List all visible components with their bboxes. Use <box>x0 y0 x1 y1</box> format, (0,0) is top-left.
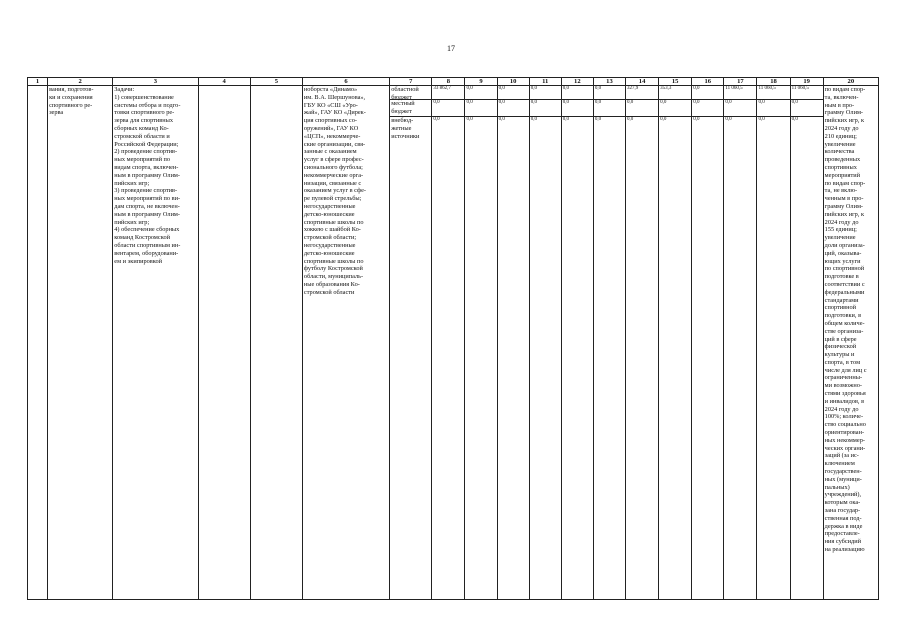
value-local: 0,0 <box>594 100 625 117</box>
column-header: 8 <box>432 78 465 86</box>
cell-value-col12 <box>561 86 593 600</box>
column-header: 2 <box>48 78 113 86</box>
column-header: 12 <box>561 78 593 86</box>
value-regional: 0,0 <box>530 86 561 100</box>
value-local: 0,0 <box>626 100 658 117</box>
value-local: 0,0 <box>562 100 593 117</box>
value-local: 0,0 <box>791 100 823 117</box>
column-header: 5 <box>250 78 302 86</box>
column-header: 15 <box>659 78 692 86</box>
cell-value-col19 <box>790 86 823 600</box>
cell-col1 <box>28 86 48 600</box>
column-number-row <box>28 78 879 86</box>
column-header: 19 <box>790 78 823 86</box>
value-local: 0,0 <box>724 100 756 117</box>
cell-value-col17 <box>724 86 757 600</box>
value-regional: 0,0 <box>594 86 625 100</box>
value-regional: 353,3 <box>659 86 691 100</box>
column-header: 1 <box>28 78 48 86</box>
value-local: 0,0 <box>757 100 789 117</box>
column-header: 16 <box>692 78 724 86</box>
value-local: 0,0 <box>659 100 691 117</box>
column-header: 9 <box>465 78 497 86</box>
table-row <box>28 86 879 600</box>
cell-value-col15 <box>659 86 692 600</box>
source-regional-budget: областной бюджет <box>390 86 431 100</box>
column-header: 13 <box>593 78 625 86</box>
column-header: 18 <box>757 78 790 86</box>
column-header: 4 <box>198 78 250 86</box>
program-table <box>27 77 879 600</box>
value-local: 0,0 <box>692 100 723 117</box>
column-header: 17 <box>724 78 757 86</box>
value-local: 0,0 <box>530 100 561 117</box>
column-header: 10 <box>497 78 529 86</box>
column-header: 11 <box>529 78 561 86</box>
value-extrabudgetary: 0,0 <box>594 117 602 122</box>
column-header: 3 <box>113 78 198 86</box>
value-regional: 33 862,7 <box>432 86 464 100</box>
value-extrabudgetary: 0,0 <box>693 117 700 122</box>
cell-funding-sources <box>390 86 432 600</box>
value-local: 0,0 <box>432 100 464 117</box>
source-extrabudgetary: внебюд- жетные источники <box>391 117 420 140</box>
column-header: 7 <box>390 78 432 86</box>
cell-value-col8 <box>432 86 465 600</box>
value-local: 0,0 <box>498 100 529 117</box>
value-extrabudgetary: 0,0 <box>562 117 570 122</box>
cell-value-col18 <box>757 86 790 600</box>
cell-target-indicators: по видам спор- та, включен- ным в про- грамму Олим- пийских игр, к 2024 году до 210 единиц; увеличение количества проведенных спортивных мероприятий по видам спор- та, не вклю- ченным в про- грамму Олим- пийских игр, к 2024 году до 155 единиц; увеличение доли организа- ций, оказыва- ющих услуги по спортивной подготовке в соответствии с федеральными стандартами спортивной подготовки, в общем количе- стве организа- ций в сфере физической культуры и спорта, в том числе для лиц с ограниченны- ми возможно- стями здоровья и инвалидов, в 2024 году до 100%; количе- ство социально ориентирован- ных некоммер- ческих органи- заций (за ис- ключением государствен- ных (муници- пальных) учреждений), которым ока- зана государ- ственная под- держка в виде предоставле- ния субсидий на реализацию <box>823 86 878 600</box>
value-regional: 0,0 <box>562 86 593 100</box>
column-header: 14 <box>626 78 659 86</box>
value-extrabudgetary: 0,0 <box>498 117 505 122</box>
cell-task-name: вания, подготов- ки и сохранения спортивного ре- зерва <box>48 86 113 600</box>
value-local: 0,0 <box>465 100 496 117</box>
value-extrabudgetary: 0,0 <box>758 117 765 122</box>
cell-value-col11 <box>529 86 561 600</box>
value-regional: 11 060,5 <box>724 86 756 100</box>
column-header: 20 <box>823 78 878 86</box>
cell-value-col9 <box>465 86 497 600</box>
value-regional: 11 060,5 <box>791 86 823 100</box>
cell-col5 <box>250 86 302 600</box>
value-regional: 327,9 <box>626 86 658 100</box>
value-extrabudgetary: 0,0 <box>433 117 440 122</box>
value-extrabudgetary: 0,0 <box>466 117 473 122</box>
cell-executors: ноборста «Динамо» им. В.А. Шершунова», ГБУ КО «СШ «Уро- жай», ГАУ КО «Дирек- ция спортивных со- оружений», ГАУ КО «ЦСП», некоммерче- ские организации, свя- занные с оказанием услуг в сфере профес- сионального футбола; некоммерческие орга- низации, связанные с оказанием услуг в сфе- ре пулевой стрельбы; негосударственные детско-юношеские спортивные школы по хоккею с шайбой Ко- стромской области; негосударственные детско-юношеские спортивные школы по футболу Костромской области, муниципаль- ные образования Ко- стромской области <box>302 86 389 600</box>
value-extrabudgetary: 0,0 <box>725 117 732 122</box>
cell-value-col14 <box>626 86 659 600</box>
value-extrabudgetary: 0,0 <box>627 117 634 122</box>
source-local-budget: местный бюджет <box>390 100 431 117</box>
cell-value-col16 <box>692 86 724 600</box>
column-header: 6 <box>302 78 389 86</box>
cell-col4 <box>198 86 250 600</box>
value-regional: 0,0 <box>498 86 529 100</box>
cell-tasks: Задачи: 1) совершенствование системы отбора и подго- товки спортивного ре- зерва для спортивных сборных команд Ко- стромской области и Российской Федерации; 2) проведение спортив- ных мероприятий по видам спорта, включен- ным в программу Олим- пийских игр; 3) проведение спортив- ных мероприятий по ви- дам спорта, не включен- ным в программу Олим- пийских игр; 4) обеспечение сборных команд Костромской области спортивным ин- вентарем, оборудовани- ем и экипировкой <box>113 86 198 600</box>
cell-value-col13 <box>593 86 625 600</box>
value-regional: 11 060,5 <box>757 86 789 100</box>
value-regional: 0,0 <box>692 86 723 100</box>
value-extrabudgetary: 0,0 <box>660 117 667 122</box>
value-regional: 0,0 <box>465 86 496 100</box>
value-extrabudgetary: 0,0 <box>791 117 798 122</box>
page-number: 17 <box>447 44 455 53</box>
value-extrabudgetary: 0,0 <box>530 117 537 122</box>
cell-value-col10 <box>497 86 529 600</box>
